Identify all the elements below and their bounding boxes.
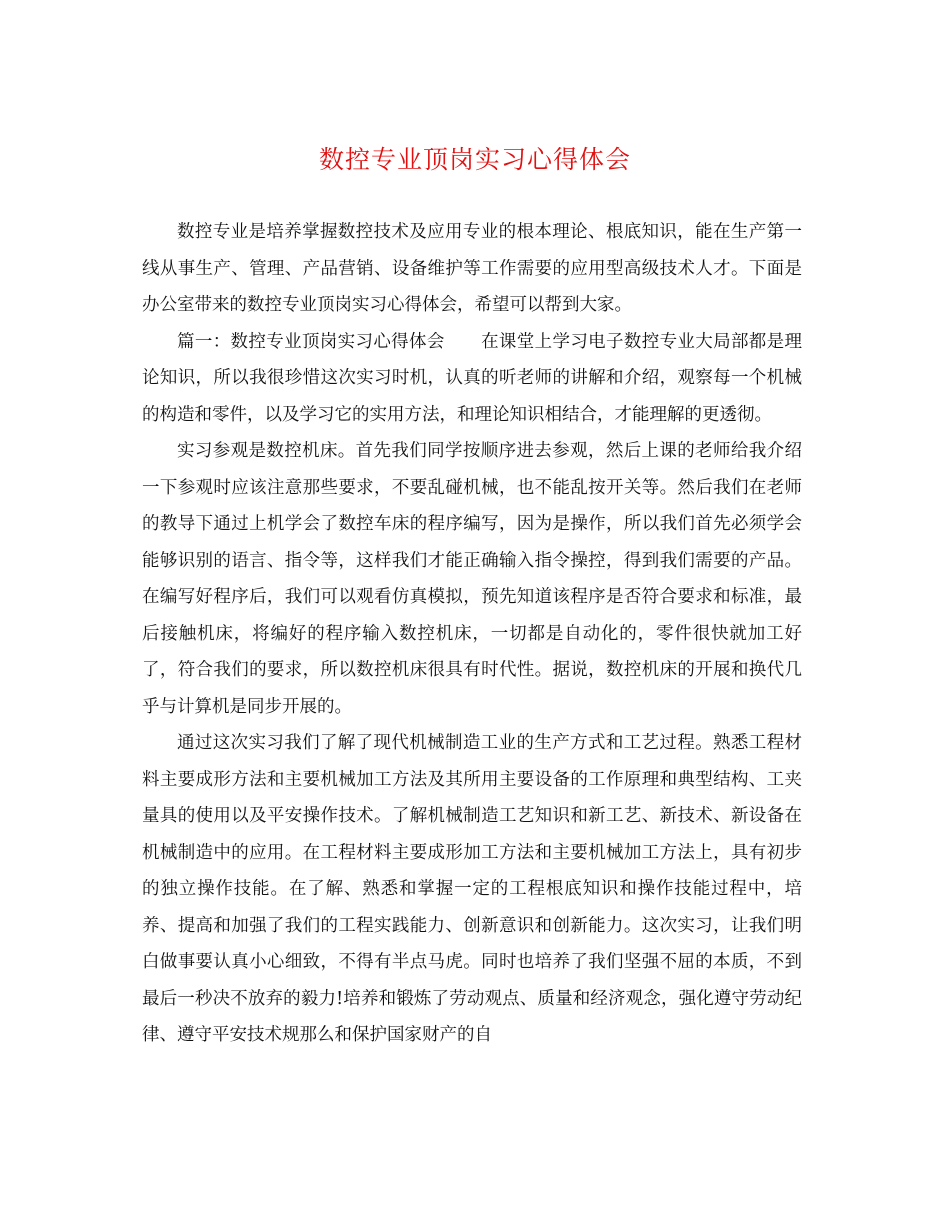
paragraph-intro: 数控专业是培养掌握数控技术及应用专业的根本理论、根底知识，能在生产第一线从事生产、管理、产品营销、设备维护等工作需要的应用型高级技术人才。下面是办公室带来的数控专业顶岗实习心得体会，希望可以帮到大家。 — [142, 222, 802, 315]
document-body — [142, 214, 802, 1054]
paragraph-section-one — [142, 324, 802, 434]
section-heading: 篇一：数控专业顶岗实习心得体会 — [177, 331, 445, 352]
paragraph-visit: 实习参观是数控机床。首先我们同学按顺序进去参观，然后上课的老师给我介绍一下参观时应该注意那些要求，不要乱碰机械，也不能乱按开关等。然后我们在老师的教导下通过上机学会了数控车床的程序编写，因为是操作，所以我们首先必须学会能够识别的语言、指令等，这样我们才能正确输入指令操控，得到我们需要的产品。在编写好程序后，我们可以观看仿真模拟，预先知道该程序是否符合要求和标准，最后接触机床，将编好的程序输入数控机床，一切都是自动化的，零件很快就加工好了，符合我们的要求，所以数控机床很具有时代性。据说，数控机床的开展和换代几乎与计算机是同步开展的。 — [142, 441, 802, 717]
paragraph-summary: 通过这次实习我们了解了现代机械制造工业的生产方式和工艺过程。熟悉工程材料主要成形方法和主要机械加工方法及其所用主要设备的工作原理和典型结构、工夹量具的使用以及平安操作技术。了解机械制造工艺知识和新工艺、新技术、新设备在机械制造中的应用。在工程材料主要成形加工方法和主要机械加工方法上，具有初步的独立操作技能。在了解、熟悉和掌握一定的工程根底知识和操作技能过程中，培养、提高和加强了我们的工程实践能力、创新意识和创新能力。这次实习，让我们明白做事要认真小心细致，不得有半点马虎。同时也培养了我们坚强不屈的本质，不到最后一秒决不放弃的毅力!培养和锻炼了劳动观点、质量和经济观念，强化遵守劳动纪律、遵守平安技术规那么和保护国家财产的自 — [142, 733, 802, 1045]
document-title: 数控专业顶岗实习心得体会 — [318, 145, 631, 174]
paragraph-section-one-text: 在课堂上学习电子数控专业大局部都是理论知识，所以我很珍惜这次实习时机，认真的听老师的讲解和介绍，观察每一个机械的构造和零件，以及学习它的实用方法，和理论知识相结合，才能理解的更透彻。 — [142, 331, 803, 425]
